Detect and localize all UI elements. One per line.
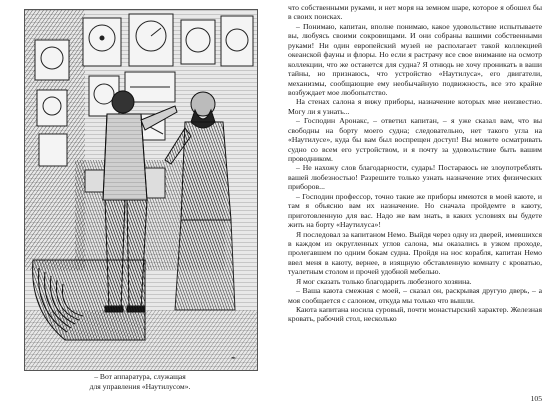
paragraph: – Господин Аронакс, – ответил капитан, – я уже сказал вам, что вы свободны на борту моего судна; следовательно, нет такого угла на «Наутилусе», куда бы вам был воспрещен доступ! Вы можете осматривать судно со всем его устройством, и я почту за удовольствие быть вашим проводником. bbox=[288, 116, 542, 163]
paragraph: что собственными руками, и нет моря на земном шаре, которое я обошел бы в своих поисках. bbox=[288, 3, 542, 22]
page-number: 105 bbox=[530, 394, 542, 403]
paragraph: – Понимаю, капитан, вполне понимаю, какое удовольствие испытываете вы, любуясь своими сокровищами. И они собраны вашими собственными руками! Ни один европейский музей не располагает такой коллекцией океанской фауны и флоры. Но если я растрачу все свое внимание на осмотр коллекции, что же останется для судна? Я отнюдь не хочу проникать в ваши тайны, но признаюсь, что устройство «Наутилуса», его двигатели, механизмы, сообщающие ему необычайную подвижность, все это крайне возбуждает мое любопытство. bbox=[288, 21, 542, 97]
paragraph: – Не нахожу слов благодарности, сударь! Постараюсь не злоупотреблять вашей любезностью! Разрешите только узнать назначение этих физических приборов... bbox=[288, 163, 542, 192]
svg-text:✒: ✒ bbox=[231, 356, 237, 362]
left-page bbox=[0, 0, 268, 407]
engraving-icon bbox=[25, 10, 257, 370]
paragraph: Каюта капитана носила суровый, почти монастырский характер. Железная кровать, рабочий стол, несколько bbox=[288, 305, 542, 324]
paragraph: На стенах салона я вижу приборы, назначение которых мне неизвестно. Могу ли я узнать... bbox=[288, 97, 542, 116]
paragraph: – Господин профессор, точно такие же приборы имеются в моей каюте, и там я объясню вам их назначение. Но сначала пройдемте в каюту, приготовленную для вас. Надо же вам знать, в каких условиях вы будете жить на борту «Наутилуса»! bbox=[288, 191, 542, 230]
illustration bbox=[24, 9, 258, 371]
illustration-caption: – Вот аппаратура, служащая для управления «Наутилусом». bbox=[89, 372, 191, 391]
right-page bbox=[288, 3, 542, 397]
paragraph: Я мог сказать только благодарить любезного хозяина. bbox=[296, 276, 472, 286]
paragraph: – Ваша каюта смежная с моей, – сказал он, раскрывая другую дверь, – а моя сообщается с салоном, откуда мы только что вышли. bbox=[288, 286, 542, 305]
paragraph: Я последовал за капитаном Немо. Выйдя через одну из дверей, имевшихся в каждом из округленных углов салона, мы оказались в узком проходе, пролегавшем по одним бокам судна. Пройдя на нос корабля, капитан Немо ввел меня в каюту, вернее, в изящную обставленную комнату с кроватью, туалетным столом и прочей удобной мебелью. bbox=[288, 229, 542, 277]
